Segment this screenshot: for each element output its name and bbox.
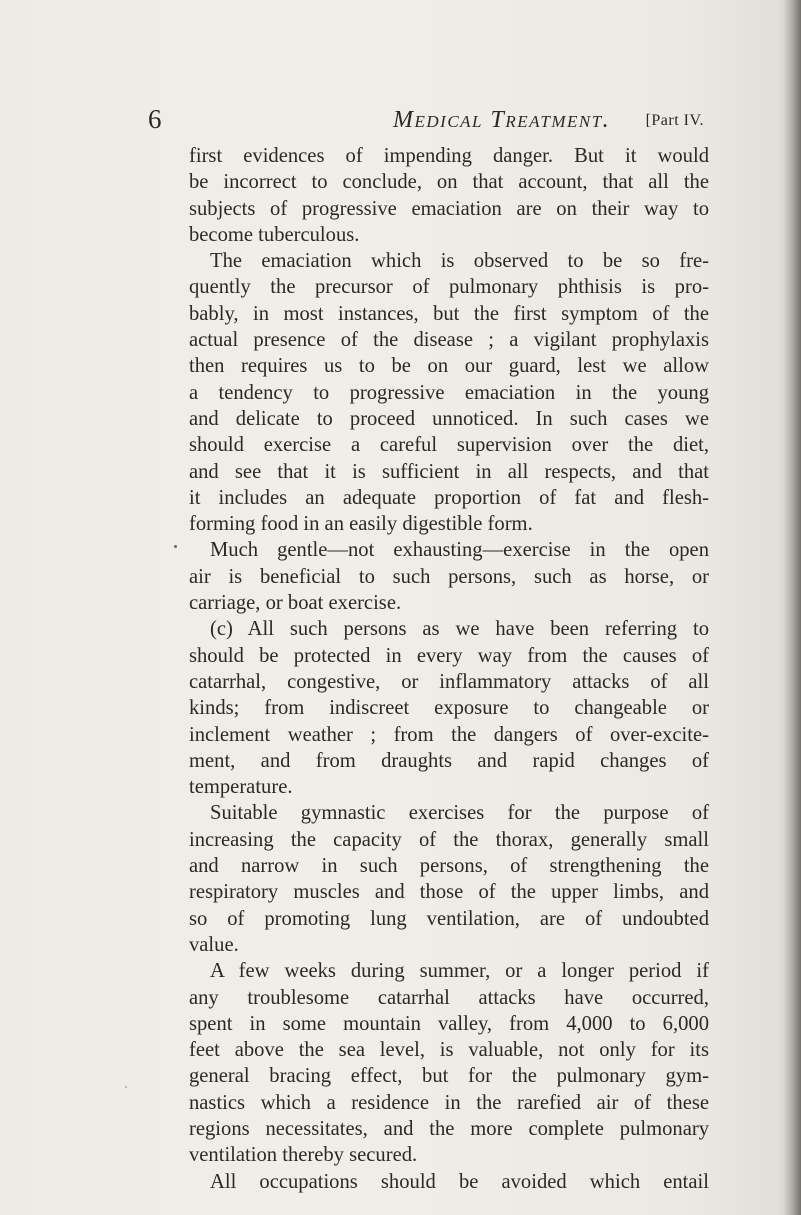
text-line: Much gentle—not exhausting—exercise in the open xyxy=(210,539,709,562)
text-line: bably, in most instances, but the first symptom of the xyxy=(189,302,709,325)
print-speck xyxy=(125,1086,127,1088)
text-line: so of promoting lung ventilation, are of undoubted xyxy=(189,907,709,930)
text-line: quently the precursor of pulmonary phthisis is pro- xyxy=(189,276,709,299)
text-line: forming food in an easily digestible form. xyxy=(189,513,533,536)
text-line: become tuberculous. xyxy=(189,223,360,246)
text-line: temperature. xyxy=(189,776,293,799)
text-line: carriage, or boat exercise. xyxy=(189,592,402,615)
text-line: and see that it is sufficient in all respects, and that xyxy=(189,460,709,483)
text-line: The emaciation which is observed to be so fre- xyxy=(210,250,709,273)
text-line: A few weeks during summer, or a longer period if xyxy=(210,960,709,983)
text-line: kinds; from indiscreet exposure to changeable or xyxy=(189,697,709,720)
text-line: respiratory muscles and those of the upper limbs, and xyxy=(189,881,709,904)
text-line: it includes an adequate proportion of fat and flesh- xyxy=(189,486,709,509)
text-line: be incorrect to conclude, on that account, that all the xyxy=(189,171,709,194)
text-line: should exercise a careful supervision over the diet, xyxy=(189,434,709,457)
text-line: first evidences of impending danger. But it would xyxy=(189,145,709,167)
page-edge-shadow xyxy=(783,0,801,1215)
text-line: and narrow in such persons, of strengthening the xyxy=(189,855,709,878)
text-line: and delicate to proceed unnoticed. In such cases we xyxy=(189,407,709,430)
text-line: actual presence of the disease ; a vigilant prophylaxis xyxy=(189,329,709,352)
text-line: value. xyxy=(189,933,239,956)
print-speck xyxy=(174,545,177,548)
text-line: All occupations should be avoided which entail xyxy=(210,1170,709,1193)
text-line: then requires us to be on our guard, lest we allow xyxy=(189,355,709,378)
text-line: subjects of progressive emaciation are on their way to xyxy=(189,197,709,220)
text-line: regions necessitates, and the more complete pulmonary xyxy=(189,1117,709,1140)
text-line: nastics which a residence in the rarefied air of these xyxy=(189,1091,709,1114)
text-line: inclement weather ; from the dangers of over-excite- xyxy=(189,723,709,746)
text-line: should be protected in every way from the causes of xyxy=(189,644,709,667)
text-line: catarrhal, congestive, or inflammatory attacks of all xyxy=(189,670,709,693)
text-line: feet above the sea level, is valuable, not only for its xyxy=(189,1039,709,1062)
text-line: increasing the capacity of the thorax, generally small xyxy=(189,828,709,851)
part-label: [Part IV. xyxy=(645,112,704,129)
text-line: ment, and from draughts and rapid changes of xyxy=(189,749,709,772)
text-line: a tendency to progressive emaciation in the young xyxy=(189,381,709,404)
text-line: any troublesome catarrhal attacks have occurred, xyxy=(189,986,709,1009)
text-line: air is beneficial to such persons, such as horse, or xyxy=(189,565,709,588)
running-header xyxy=(148,104,708,138)
text-line: spent in some mountain valley, from 4,000 to 6,000 xyxy=(189,1012,709,1035)
page-number: 6 xyxy=(148,104,162,134)
text-line: general bracing effect, but for the pulmonary gym- xyxy=(189,1065,709,1088)
running-title: Medical Treatment. xyxy=(393,107,611,133)
text-line: ventilation thereby secured. xyxy=(189,1144,418,1167)
body-text xyxy=(189,143,709,1195)
text-line: (c) All such persons as we have been referring to xyxy=(210,618,709,641)
text-line: Suitable gymnastic exercises for the purpose of xyxy=(210,802,709,825)
